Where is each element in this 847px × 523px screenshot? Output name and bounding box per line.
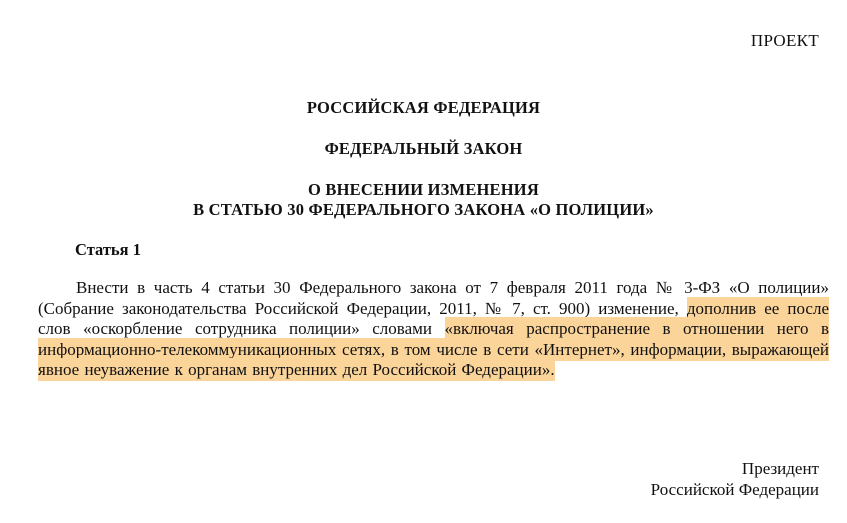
body-text-part-2: слов «оскорбление сотрудника полиции» словами [38,319,445,338]
document-type-heading: ФЕДЕРАЛЬНЫЙ ЗАКОН [324,139,523,158]
signature-country: Российской Федерации [650,480,819,499]
draft-stamp: ПРОЕКТ [750,31,819,50]
article-title: Статья 1 [75,240,141,259]
law-title [0,180,847,220]
highlighted-phrase-1: дополнив ее после [686,298,829,318]
body-text-part-1: Внести в часть 4 статьи 30 Федерального закона от 7 февраля 2011 года № 3-ФЗ «О полиции» (Собрание законодательства Российской Федерации, 2011, № 7, ст. 900) изменение, [38,278,829,318]
law-title-line-2: В СТАТЬЮ 30 ФЕДЕРАЛЬНОГО ЗАКОНА «О ПОЛИЦИИ» [193,200,654,219]
country-heading: РОССИЙСКАЯ ФЕДЕРАЦИЯ [306,98,541,117]
highlighted-phrase-2: «включая распространение в отношении него в информационно-телекоммуникационных сетях, в том числе в сети «Интернет», информации, выражающей явное неуважение к органам внутренних дел Российской Федерации». [38,319,830,379]
law-title-line-1: О ВНЕСЕНИИ ИЗМЕНЕНИЯ [308,180,539,199]
article-body [38,278,829,381]
signature-title: Президент [741,459,819,478]
